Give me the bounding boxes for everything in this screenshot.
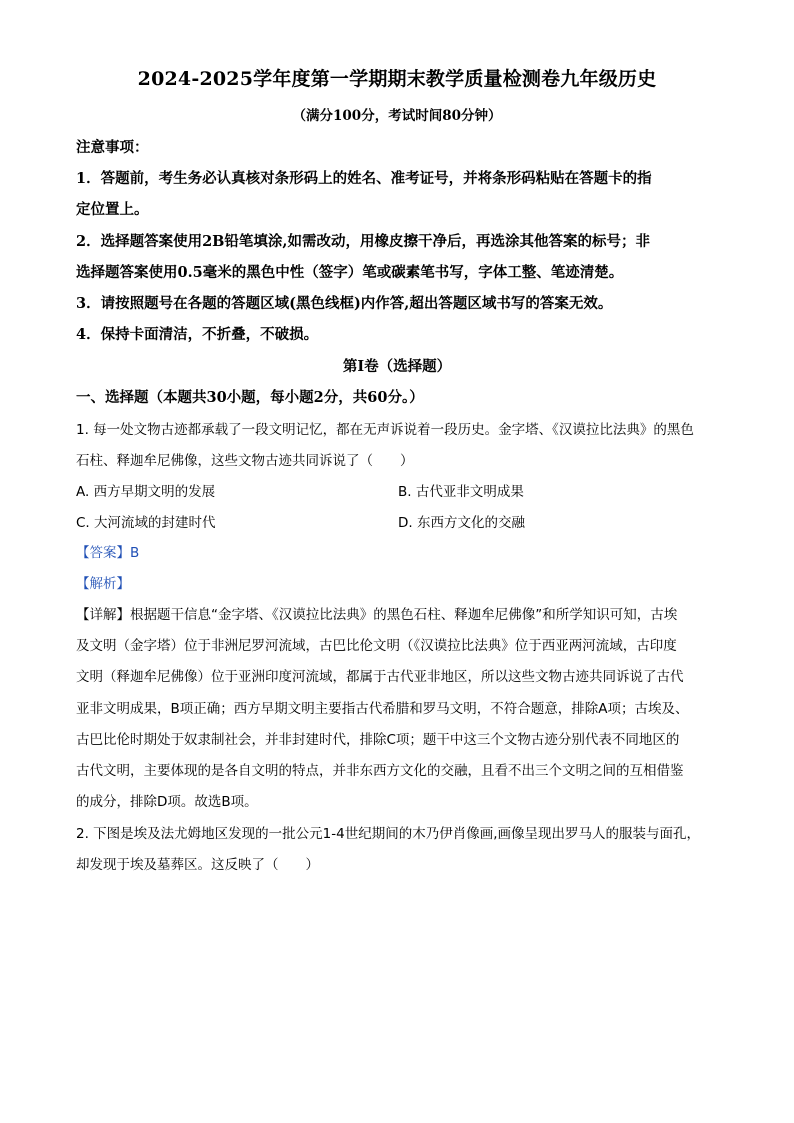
analysis-label: 【解析】 xyxy=(76,576,130,592)
option-a: A. 西方早期文明的发展 xyxy=(76,484,216,500)
notice-heading: 注意事项： xyxy=(76,139,149,156)
question-1-stem: 1. 每一处文物古迹都承载了一段文明记忆，都在无声诉说着一段历史。金字塔、《汉谟拉比法典》的黑色 xyxy=(76,422,694,438)
explanation-line-7: 的成分，排除D项。故选B项。 xyxy=(76,794,258,810)
option-b: B. 古代亚非文明成果 xyxy=(398,484,524,500)
explanation-line-2: 及文明（金字塔）位于非洲尼罗河流域，古巴比伦文明（《汉谟拉比法典》位于西亚两河流域，古印度 xyxy=(76,638,677,654)
section-heading: 一、选择题（本题共30小题，每小题2分，共60分。） xyxy=(76,389,424,406)
option-c: C. 大河流域的封建时代 xyxy=(76,515,216,531)
explanation-line-1: 【详解】根据题干信息“金字塔、《汉谟拉比法典》的黑色石柱、释迦牟尼佛像”和所学知识可知，古埃 xyxy=(76,607,678,623)
explanation-line-6: 古代文明，主要体现的是各自文明的特点，并非东西方文化的交融，且看不出三个文明之间的互相借鉴 xyxy=(76,763,684,779)
notice-item-4: 4．保持卡面清洁，不折叠，不破损。 xyxy=(76,326,319,343)
explanation-line-4: 亚非文明成果，B项正确；西方早期文明主要指古代希腊和罗马文明，不符合题意，排除A项；古埃及、 xyxy=(76,701,689,717)
exam-info: （满分100分，考试时间80分钟） xyxy=(292,108,502,124)
answer-label: 【答案】B xyxy=(76,545,140,561)
explanation-line-3: 文明（释迦牟尼佛像）位于亚洲印度河流域，都属于古代亚非地区，所以这些文物古迹共同诉说了古代 xyxy=(76,669,684,685)
section-title: 第Ⅰ卷（选择题） xyxy=(342,358,452,375)
explanation-line-5: 古巴比伦时期处于奴隶制社会，并非封建时代，排除C项；题干中这三个文物古迹分别代表不同地区的 xyxy=(76,732,680,748)
notice-item-2-cont: 选择题答案使用0.5毫米的黑色中性（签字）笔或碳素笔书写，字体工整、笔迹清楚。 xyxy=(76,264,624,281)
option-d: D. 东西方文化的交融 xyxy=(398,515,525,531)
question-1-stem-cont: 石柱、释迦牟尼佛像，这些文物古迹共同诉说了（ ） xyxy=(76,453,414,469)
question-2-stem-cont: 却发现于埃及墓葬区。这反映了（ ） xyxy=(76,857,319,873)
notice-item-1: 1．答题前，考生务必认真核对条形码上的姓名、准考证号，并将条形码粘贴在答题卡的指 xyxy=(76,170,652,187)
notice-item-3: 3．请按照题号在各题的答题区域(黑色线框)内作答,超出答题区域书写的答案无效。 xyxy=(76,295,613,312)
question-2-stem: 2. 下图是埃及法尤姆地区发现的一批公元1-4世纪期间的木乃伊肖像画,画像呈现出罗马人的服装与面孔， xyxy=(76,826,701,842)
page-title: 2024-2025学年度第一学期期末教学质量检测卷九年级历史 xyxy=(137,68,657,90)
notice-item-1-cont: 定位置上。 xyxy=(76,201,149,218)
notice-item-2: 2．选择题答案使用2B铅笔填涂,如需改动，用橡皮擦干净后，再选涂其他答案的标号；非 xyxy=(76,233,650,250)
